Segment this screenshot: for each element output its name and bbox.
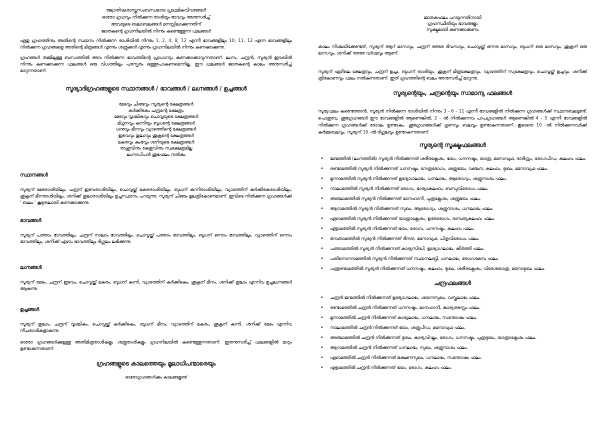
house-list-item: രാഹുവിനും കേതുവിനും സ്വക്ഷേത്രമില്ല (119, 146, 193, 152)
subsection-title: സ്ഥാനങ്ങൾ (20, 172, 48, 179)
subsection-paragraph: സൂര്യന് മേടരാശിയിലും, ചന്ദ്രന് ഇടവരാശിയിലും, ചൊവ്വയ്ക്ക് മകരരാശിയിലും, ബുധന് കന്നിരാശിയിലും, വ്യാഴത്തിന് കർക്കിടകരാശിയിലും, ശുക്രന് മീനരാശിയിലും, ശനിക്ക് തുലാരാശിയിലും ഉച്ചസ്ഥാനം പറയുന്നു. സൂര്യന് ചിങ്ങം മൂലത്രികോണമാണ്. ഇവിടെ നിൽക്കുന്ന ഗ്രഹങ്ങൾക്ക് ' ബലം ' കൂടുതലായി കണക്കാക്കുന്നു. (20, 187, 292, 206)
section-heading: സൂര്യാദിഗ്രഹങ്ങളുടെ സ്ഥാനങ്ങൾ / ഭാവങ്ങൾ / ലഗ്നങ്ങൾ / ഉച്ചങ്ങൾ (65, 85, 247, 92)
bullet-icon (318, 176, 330, 182)
bullet-icon (318, 305, 330, 311)
intro-paragraph: കാലം നിശ്ചയിക്കേണ്ടത്, സൂര്യന് ആറ് മാസവും, ചന്ദ്രന് രണ്ടര ദിവസവും, ചൊവ്വയ്ക്ക് ഒന്നര മാസവും, ബുധന് ഒരു മാസവും, ശുക്രന് ഒരു മാസവും, ശനിക്ക് രണ്ടര വർഷവും ആണ്. (318, 44, 587, 56)
intro-paragraph: ഗ്രഹങ്ങൾ തമ്മിലുള്ള ബന്ധത്തിൽ അവ നിൽക്കുന്ന ഭാവത്തിന്റെ പ്രാധാന്യം കണക്കാക്കാവുന്നതാണ്. ലഗ്നം, ചന്ദ്രൻ, സൂര്യൻ ഇവയിൽ നിന്നും കണക്കാക്കുന്ന ഫലങ്ങൾ ഒരു വിധത്തിലും പരസ്പരം ഒത്തുപോകണമെന്നില്ല. ഈ ഫലങ്ങൾ ജാതകന്റെ കാലം അനുസരിച്ച് മാറുന്നതാണ്. (20, 55, 292, 74)
bullet-icon (318, 355, 330, 361)
general-results-paragraph: സൂര്യഫലം കണ്ടെത്താൻ, സൂര്യൻ നിൽക്കുന്ന രാശിയിൽ നിന്നും 3 - 6 - 11 എന്നീ ഭാവങ്ങളിൽ നിൽക്കുന്ന ഗ്രഹങ്ങൾക്ക് സ്ഥാനബലമുണ്ട്. പൊതുവേ, ശുഭഗ്രഹങ്ങൾ ഈ ഭാവങ്ങളിൽ ആണെങ്കിൽ, 2 - ൽ നിൽക്കുന്നവ പാപഗ്രഹങ്ങൾ ആണെങ്കിൽ 4 - 5 എന്നീ ഭാവങ്ങളിൽ നിൽക്കുന്ന ഗ്രഹങ്ങൾക്ക് ദോഷം ഉണ്ടാകും. ശുഭഗ്രഹങ്ങൾക്ക് ഗുണവും ബലവും ഉണ്ടാകുന്നതാണ്. കൂടാതെ 10 -ൽ നിൽക്കുന്നവർക്ക് കർമ്മബലവും, സൂര്യന് 10 -ൽ ദിഗ്ബലവും ഉണ്ടാകുന്നതാണ്. (318, 109, 587, 135)
list-item (318, 325, 587, 331)
list-item-text: എട്ടാമത്തിൽ ചന്ദ്രൻ നിൽക്കുന്നത് ഭയം, രോഗം, കലഹം ഫലം. (330, 365, 453, 371)
house-list-item: മേടവും വൃശ്ചികവും ചൊവ്വയുടെ ക്ഷേത്രങ്ങൾ (113, 114, 199, 120)
bullet-icon (318, 156, 330, 162)
list-item (318, 335, 587, 341)
right-header (318, 15, 587, 33)
list-item-text: മൂന്നാമത്തിൽ ചന്ദ്രൻ നിൽക്കുന്നത് കാര്യലാഭം, ധനലാഭം, സന്തോഷം ഫലം. (330, 315, 478, 321)
header-line: ജാതകന്റെ ഗ്രഹനിലയിൽ നിന്നും കണ്ടെത്തുന്ന ഫലങ്ങൾ (101, 29, 211, 34)
header-line: ജ്യോതിഷശാസ്ത്രസംബന്ധമായ പ്രാഥമികവിവരങ്ങൾ (106, 8, 206, 13)
bullet-icon (318, 256, 330, 262)
moon-results-list (318, 295, 587, 371)
house-list-item: ഇടവവും തുലാവും ശുക്രന്റെ ക്ഷേത്രങ്ങൾ (118, 133, 194, 139)
header-line: സൂക്ഷ്മമായി കണക്കാക്കണം (426, 27, 479, 33)
bullet-icon (318, 186, 330, 192)
list-item (318, 216, 587, 222)
list-item-text: ചന്ദ്രൻ ജന്മത്തിൽ നിൽക്കുന്നത് ഉദ്യോഗലാഭം, ശയനസുഖം, വസ്ത്രലാഭം ഫലം. (330, 295, 481, 301)
subsection-title: ലഗ്നങ്ങൾ (20, 265, 42, 271)
list-item (318, 315, 587, 321)
list-item (318, 295, 587, 301)
list-item-text: പതിനൊന്നാമത്തിൽ സൂര്യൻ നിൽക്കുന്നത് സ്ഥാനലബ്ധി, ധനലാഭം, രോഗശമനം ഫലം. (330, 256, 500, 262)
list-item-text: രണ്ടാമത്തിൽ സൂര്യൻ നിൽക്കുന്നത് ധനനഷ്ടം, നേത്രരോഗം, ശത്രുഭയം, വഞ്ചന, കലഹം, ദുഃഖം, മനോവ്യഥ ഫലം. (330, 166, 549, 172)
list-item-text: എട്ടാമത്തിൽ സൂര്യൻ നിൽക്കുന്നത് ഭയം, രോഗം, ധനനഷ്ടം, കലഹം ഫലം. (330, 226, 475, 232)
bullet-icon (318, 196, 330, 202)
bullet-icon (318, 335, 330, 341)
list-item-text: ആറാമത്തിൽ സൂര്യൻ നിൽക്കുന്നത് സുഖം, ആരോഗ്യം, ശത്രുനാശം, ധനലാഭം ഫലം. (330, 206, 494, 212)
bullet-icon (318, 295, 330, 301)
closing-heading: ഗ്രഹങ്ങളുടെ കാലത്തെയും മൂലാധിപന്മാരെയും (96, 360, 216, 368)
subsection-paragraph: ഓരോ ഗ്രഹങ്ങൾക്കുമുള്ള അതിമിത്രരാശികളും ശത്രുരാശികളും ഗ്രഹനിലയിൽ കണ്ടെത്തുന്നതാണ്. ഇതനുസരിച്ച് ഫലങ്ങളിൽ മാറ്റം ഉണ്ടാകുന്നതാണ്. (20, 340, 292, 352)
bullet-icon (318, 325, 330, 331)
list-item-text: രണ്ടാമത്തിൽ ചന്ദ്രൻ നിൽക്കുന്നത് ധനനഷ്ടം, മാനഹാനി, കാര്യതടസ്സം ഫലം. (330, 305, 481, 311)
bullet-icon (318, 365, 330, 371)
list-item (318, 166, 587, 172)
subsection-title: ഉച്ചങ്ങൾ (20, 307, 40, 313)
sun-results-heading: സൂര്യന്റെ സൂക്ഷ്മഫലങ്ങൾ (419, 141, 486, 149)
list-item-text: ഒമ്പതാമത്തിൽ സൂര്യൻ നിൽക്കുന്നത് ദീനത, മനോവ്യഥ, പിതൃവിരോധം ഫലം. (330, 236, 480, 242)
house-list-item: ധനുവും മീനവും വ്യാഴത്തിന്റെ ക്ഷേത്രങ്ങൾ (115, 127, 197, 133)
bullet-icon (318, 345, 330, 351)
house-list-item: ലഗ്നാധിപൻ ശുഭഫലം നൽകും (126, 152, 186, 158)
list-item (318, 266, 587, 272)
list-item (318, 176, 587, 182)
header-line: ജാതകഫലം പറയുന്നതിനായി (423, 15, 482, 21)
list-item (318, 186, 587, 192)
general-results-heading: സൂര്യന്റെയും, ചന്ദ്രന്റെയും സാമാന്യ ഫലങ്ങൾ (393, 89, 512, 97)
closing-line: ഓരോഗ്രഹങ്ങൾക്കും കാലങ്ങളുണ്ട് (125, 375, 187, 380)
moon-results-heading: ചന്ദ്രഫലങ്ങൾ (434, 279, 471, 287)
list-item-text: ആറാമത്തിൽ ചന്ദ്രൻ നിൽക്കുന്നത് ധനലാഭം, സുഖം, ശത്രുനാശം ഫലം. (330, 345, 469, 351)
intro-paragraph: സൂര്യന് ഏഴിലെ ക്ഷേത്രവും, ചന്ദ്രന് ഉച്ചം, ബുധന് രാശിയും, ശുക്രന് മിത്രക്ഷേത്രവും, വ്യാഴത്തിന് സ്വക്ഷേത്രവും, ചൊവ്വയ്ക്ക് ഉച്ചവും, ശനിക്ക് ത്രികോണവും ഫലം നൽകുന്നതാണ്. ഇത് ഗ്രഹത്തിന്റെ ബലം അനുസരിച്ച് മാറുന്നു. (318, 69, 587, 81)
list-item (318, 196, 587, 202)
sun-results-list (318, 156, 587, 272)
list-item-text: നാലാമത്തിൽ സൂര്യൻ നിൽക്കുന്നത് രോഗം, ഭാര്യാകലഹം, ബന്ധുവിരോധം ഫലം. (330, 186, 489, 192)
list-item (318, 256, 587, 262)
subsection-paragraph: സൂര്യന് പത്താം ഭാവത്തിലും, ചന്ദ്രന് നാലാം ഭാവത്തിലും, ചൊവ്വയ്ക്ക് പത്താം ഭാവത്തിലും, ബുധന് ഒന്നാം ഭാവത്തിലും, വ്യാഴത്തിന് ഒന്നാം ഭാവത്തിലും, ശനിക്ക് ഏഴാം ഭാവത്തിലും ദിഗ്ബലം ലഭിക്കുന്നു. (20, 233, 292, 245)
subsection-title: ഭാവങ്ങൾ (20, 218, 42, 224)
list-item-text: മൂന്നാമത്തിൽ സൂര്യൻ നിൽക്കുന്നത് ഉദ്യോഗലാഭം, ധനലാഭം, ആരോഗ്യം, ശത്രുനാശം ഫലം. (330, 176, 508, 182)
bullet-icon (318, 166, 330, 172)
header-line: ഓരോ ഗ്രഹവും നിൽക്കുന്ന രാശിയും ഭാവവും അനുസരിച്ച് (101, 15, 211, 20)
list-item (318, 236, 587, 242)
house-list-item: മകരവും കുംഭവും ശനിയുടെ ക്ഷേത്രങ്ങൾ (117, 139, 195, 145)
list-item (318, 156, 587, 162)
bullet-icon (318, 226, 330, 232)
subsection-paragraph: സൂര്യന് തുലാം, ചന്ദ്രന് വൃശ്ചികം, ചൊവ്വയ്ക്ക് കർക്കിടകം, ബുധന് മീനം, വ്യാഴത്തിന് മകരം, ശുക്രന് കന്നി, ശനിക്ക് മേടം എന്നിവ നീചരാശികളാകുന്നു. (20, 322, 292, 334)
bullet-icon (318, 236, 330, 242)
list-item (318, 355, 587, 361)
house-list-item: മേടവും ചിങ്ങവും സൂര്യന്റെ ക്ഷേത്രങ്ങൾ (118, 102, 194, 107)
list-item-text: അഞ്ചാമത്തിൽ ചന്ദ്രൻ നിൽക്കുന്നത് ദുഃഖം, കാര്യവിഘ്നം, രോഗം, ധനനഷ്ടം, പുത്രദുഃഖം, യാത്രാക്ലേശം ഫലം. (330, 335, 537, 341)
list-item (318, 246, 587, 252)
list-item (318, 226, 587, 232)
list-item-text: ജന്മത്തിൽ (ലഗ്നത്തിൽ) സൂര്യൻ നിൽക്കുന്നത് ശരീരക്ലേശം, ഭയം, ധനനഷ്ടം, യാത്ര, മനോവ്യഥ, ദാരിദ്ര്യം, രോഗപീഡ, കലഹം ഫലം. (330, 156, 587, 162)
left-header (20, 7, 292, 35)
list-item-text: പന്ത്രണ്ടാമത്തിൽ സൂര്യൻ നിൽക്കുന്നത് ധനനഷ്ടം, കലഹം, ദുഃഖം, ശരീരക്ലേശം, വിദേശയാത്ര, മനോദുഃഖം ഫലം. (330, 266, 546, 272)
house-list-item: കർക്കിടകം ചന്ദ്രന്റെ ക്ഷേത്രം (128, 108, 184, 114)
bullet-icon (318, 216, 330, 222)
right-column (318, 0, 587, 426)
list-item (318, 206, 587, 212)
house-list (20, 102, 292, 159)
header-line: ഗ്രഹസ്ഥിതിയും ഭാവങ്ങളും (427, 21, 478, 27)
list-item (318, 345, 587, 351)
list-item-text: പത്താമത്തിൽ സൂര്യൻ നിൽക്കുന്നത് കാര്യസിദ്ധി, ഉദ്യോഗലാഭം, കീർത്തി ഫലം. (330, 246, 485, 252)
list-item (318, 365, 587, 371)
bullet-icon (318, 315, 330, 321)
subsection-paragraph: സൂര്യന് മേടം, ചന്ദ്രന് ഇടവം, ചൊവ്വയ്ക്ക് മകരം, ബുധന് കന്നി, വ്യാഴത്തിന് കർക്കിടകം, ശുക്രന് മീനം, ശനിക്ക് തുലാം എന്നിവ ഉച്ചലഗ്നങ്ങൾ ആകുന്നു. (20, 280, 292, 292)
bullet-icon (318, 246, 330, 252)
left-column (20, 0, 292, 426)
header-line: അവയുടെ ബലാബലങ്ങൾ മനസ്സിലാക്കുന്നതിന് (110, 22, 202, 27)
list-item-text: നാലാമത്തിൽ ചന്ദ്രൻ നിൽക്കുന്നത് ഭയം, ശത്രുപീഡ, മനോവ്യഥ ഫലം. (330, 325, 466, 331)
list-item-text: അഞ്ചാമത്തിൽ സൂര്യൻ നിൽക്കുന്നത് മാനഹാനി, പുത്രക്ലേശം, ശത്രുഭയം ഫലം. (330, 196, 482, 202)
bullet-icon (318, 266, 330, 272)
list-item-text: ഏഴാമത്തിൽ ചന്ദ്രൻ നിൽക്കുന്നത് ഭക്ഷണസുഖം, ധനലാഭം, സന്തോഷം ഫലം. (330, 355, 483, 361)
list-item-text: ഏഴാമത്തിൽ സൂര്യൻ നിൽക്കുന്നത് യാത്രാക്ലേശം, ഉദരരോഗം, ദാമ്പത്യകലഹം ഫലം. (330, 216, 496, 222)
intro-paragraph: ഏതു ഗ്രഹത്തിനും അതിന്റെ സ്ഥാനം നിൽക്കുന്ന രാശിയിൽ നിന്നും 1, 2, 4, 8, 12 എന്നീ ഭാവങ്ങളിലും 10, 11, 12 എന്ന ഭാവങ്ങളിലും നിൽക്കുന്ന ഗ്രഹങ്ങളെ അതിന്റെ മിത്രങ്ങൾ എന്നും ശത്രുക്കൾ എന്നും ഗ്രഹനിലയിൽ നിന്നും കണക്കാക്കുന്നു. (20, 38, 292, 50)
house-list-item: മിഥുനവും കന്നിയും ബുധന്റെ ക്ഷേത്രങ്ങൾ (117, 120, 195, 126)
list-item (318, 305, 587, 311)
bullet-icon (318, 206, 330, 212)
